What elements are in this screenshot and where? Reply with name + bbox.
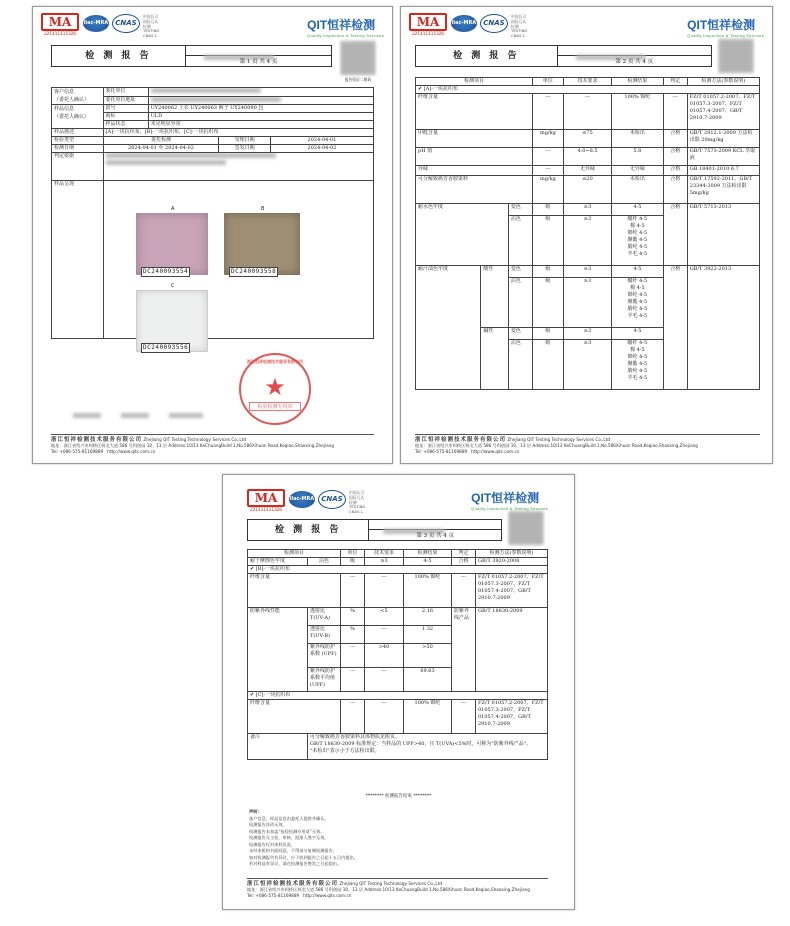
- cell-result: 未检出: [612, 176, 664, 204]
- cell-judge: ---: [452, 574, 476, 608]
- cnas-text: 中国认可 国际互认 检测 TESTING CNAS L: [511, 14, 528, 39]
- cell-judge: ---: [452, 700, 476, 734]
- cell-result: 5.8: [612, 148, 664, 166]
- sample-info-label: 样品信息 （委托人确认）: [52, 105, 104, 129]
- client-addr-value: [148, 96, 373, 105]
- qit-logo: QIT恒祥检测 Quality Inspection & Testing Services: [307, 18, 384, 38]
- table-row: 纤维含量: [416, 94, 533, 130]
- acid-label: 酸性: [481, 266, 509, 328]
- page-footer: 浙江恒祥检测技术服务有限公司 ZheJiang QIT Testing Technology Services Co.,Ltd 地址：浙江省绍兴市柯桥区柯北大道 586 号科创园 10、13 层 Address:10/13 KeChuangBuild 1,No.586Xihuan Road,Keqiao,Shaoxing,Zhejiang Tel: +086-575-81169889 http://www.qits.com.cn: [247, 878, 548, 899]
- table-row: pH 值: [416, 148, 533, 166]
- cell-result: 无异味: [612, 166, 664, 176]
- report-header: [247, 519, 502, 541]
- cell-method: GB 18401-2010 6.7: [687, 166, 759, 176]
- report-title: 检 测 报 告: [416, 46, 558, 66]
- col-header-unit: 单位: [341, 550, 365, 558]
- sample-state-value: 未见明显异常: [148, 121, 373, 129]
- water-fastness-label: 耐水色牢度: [416, 204, 509, 266]
- cell-unit: ---: [341, 574, 365, 608]
- cell-req: ---: [365, 574, 404, 608]
- cell-req: <5: [365, 608, 404, 626]
- col-header-judge: 判定: [663, 78, 687, 86]
- cell-unit: 级: [532, 266, 563, 278]
- cell-judge: 合格: [663, 166, 687, 176]
- judge-basis-value: [103, 153, 373, 181]
- cell-unit: 级: [532, 278, 563, 328]
- cell-judge: 合格: [663, 266, 687, 390]
- uv-sub-label: 透射比 T(UV-B): [308, 626, 341, 644]
- cell-unit: ---: [532, 148, 563, 166]
- cell-method: FZ/T 01057.2-2007、FZ/T 01057.3-2007、FZ/T 01057.4-2007、GB/T 2910.7-2009: [687, 94, 759, 130]
- col-header-result: 检测结果: [612, 78, 664, 86]
- cell-unit: mg/kg: [532, 176, 563, 204]
- cell-result: 4-5: [612, 328, 664, 340]
- cell-unit: 级: [532, 216, 563, 266]
- cell-unit: %: [341, 608, 365, 626]
- report-number-cell: [558, 46, 711, 56]
- report-page-3: [222, 474, 575, 910]
- report-end-line: ******** 检测报告结束 ********: [365, 794, 432, 799]
- client-addr-label: 委托单位地址: [103, 96, 148, 105]
- uv-performance-label: 防紫外线性能: [248, 608, 308, 692]
- cnas-logo: CNAS: [318, 490, 346, 509]
- cell-req: 4.0~8.5: [563, 148, 611, 166]
- sample-c-letter: C: [171, 283, 175, 289]
- table-row: 可分解致癌芳香胺染料: [416, 176, 533, 204]
- remark-label: 备注: [248, 734, 308, 760]
- cell-judge: 合格: [663, 148, 687, 166]
- qit-logo: QIT恒祥检测 Quality Inspection & Testing Services: [687, 18, 764, 38]
- client-info-label: 客户信息 （委托人确认）: [52, 88, 104, 105]
- sample-desc-value: [A]-一块抗织布，[B]-一块抗织布，[C]-一块抗织布: [103, 129, 373, 137]
- cell-unit: ---: [341, 668, 365, 692]
- brand-label: 商标: [103, 113, 148, 121]
- cell-method: GB/T 7573-2009 KCL 萃取液: [687, 148, 759, 166]
- cell-unit: ---: [532, 94, 563, 130]
- qit-logo: QIT恒祥检测 Quality Inspection & Testing Services: [471, 491, 548, 511]
- acid-change-label: 变色: [508, 266, 532, 278]
- page-footer: 浙江恒祥检测技术服务有限公司 ZheJiang QIT Testing Technology Services Co.,Ltd 地址：浙江省绍兴市柯桥区柯北大道 586 号科创园 10、13 层 Address:10/13 KeChuangBuild 1,No.586Xihuan Road,Keqiao,Shaoxing,Zhejiang Tel: +086-575-81169889 http://www.qits.com.cn: [51, 434, 374, 455]
- judge-basis-label: 判定依据: [52, 153, 104, 181]
- cell-req: ≥3: [563, 340, 611, 390]
- cell-unit: 级: [532, 328, 563, 340]
- verification-qr-code: [341, 41, 375, 75]
- cell-result: 100% 锦纶: [404, 700, 452, 734]
- table-row: 耐干摩擦色牢度: [248, 558, 308, 566]
- page-footer: 浙江恒祥检测技术服务有限公司 ZheJiang QIT Testing Technology Services Co.,Ltd 地址：浙江省绍兴市柯桥区柯北大道 586 号科创园 10、13 层 Address:10/13 KeChuangBuild 1,No.586Xihuan Road,Keqiao,Shaoxing,Zhejiang Tel: +086-575-81169889 http://www.qits.com.cn: [415, 434, 760, 455]
- cell-result: 100% 锦纶: [612, 94, 664, 130]
- water-change-label: 变色: [508, 204, 532, 216]
- cell-judge: 合格: [663, 204, 687, 266]
- sign-date-label: 签发日期: [219, 145, 271, 153]
- cell-req: ---: [563, 94, 611, 130]
- table-row: 纤维含量: [248, 574, 341, 608]
- cell-result: >50: [404, 644, 452, 668]
- sample-b-code: DC240093558: [231, 268, 277, 275]
- sample-a-photo: [136, 213, 208, 275]
- ilac-logo: ilac-MRA: [83, 15, 109, 32]
- report-header: [415, 45, 712, 67]
- cell-method: GB/T 3922-2013: [687, 266, 759, 390]
- report-page-2: [400, 6, 773, 464]
- cell-unit: 级: [341, 558, 365, 566]
- ilac-logo: ilac-MRA: [289, 491, 315, 508]
- cell-judge: 合格: [663, 176, 687, 204]
- accept-date-value: 2024-04-01: [270, 137, 373, 145]
- sample-c-code: DC240093556: [143, 344, 189, 351]
- cell-judge: ---: [663, 94, 687, 130]
- test-type-value: 委托检测: [103, 137, 219, 145]
- cell-req: ≥3: [365, 558, 404, 566]
- client-unit-label: 委托单位: [103, 88, 148, 97]
- water-stain-label: 沾色: [508, 216, 532, 266]
- cnas-text: 中国认可 国际互认 检测 TESTING CNAS L: [349, 490, 366, 515]
- cell-method: FZ/T 01057.2-2007、FZ/T 01057.3-2007、FZ/T 01057.4-2007、GB/T 2910.7-2009: [476, 700, 548, 734]
- table-row: 纤维含量: [248, 700, 341, 734]
- sweat-fastness-label: 耐汗渍色牢度: [416, 266, 481, 390]
- cell-req: 无异味: [563, 166, 611, 176]
- test-date-value: 2024-04-01 至 2024-04-02: [103, 145, 219, 153]
- brand-value: ULD: [148, 113, 373, 121]
- cell-result: 69.63: [404, 668, 452, 692]
- qr-caption: 报告验证二维码: [344, 77, 372, 82]
- cell-judge: 合格: [452, 558, 476, 566]
- sample-b-letter: B: [261, 206, 265, 212]
- cnas-logo: CNAS: [112, 14, 140, 33]
- sample-b-photo: [224, 213, 300, 275]
- cell-req: ---: [365, 700, 404, 734]
- cell-unit: %: [341, 626, 365, 644]
- cell-result: 4-5: [612, 204, 664, 216]
- acid-stain-label: 沾色: [508, 278, 532, 328]
- table-row: 异味: [416, 166, 533, 176]
- cell-method: GB/T 5713-2013: [687, 204, 759, 266]
- report-header: [51, 45, 332, 67]
- table-row: 甲醛含量: [416, 130, 533, 148]
- sample-desc-label: 样品描述: [52, 129, 104, 137]
- page2-results-table: [415, 77, 760, 390]
- section-c-title: ✔ [C]-一块抗织布: [248, 692, 548, 700]
- cell-sub: 沾色: [308, 558, 341, 566]
- cell-unit: ---: [341, 644, 365, 668]
- test-date-label: 检测日期: [52, 145, 104, 153]
- cell-method: GB/T 17592-2011、GB/T 23344-2009 方法检出限 5mg/kg: [687, 176, 759, 204]
- uv-sub-label: 紫外线防护系数平均值(UPF): [308, 668, 341, 692]
- sample-a-letter: A: [171, 206, 175, 212]
- cell-req: >40: [365, 644, 404, 668]
- page3-results-table: [247, 549, 548, 760]
- col-header-req: 技术要求: [365, 550, 404, 558]
- cell-req: ≥3: [563, 278, 611, 328]
- cell-method: GB/T 18830-2009: [476, 608, 548, 692]
- verification-qr-code: [719, 39, 753, 73]
- style-no-label: 款号: [103, 105, 148, 113]
- client-unit-value: [148, 88, 373, 97]
- col-header-method: 检测方法(参数说明): [687, 78, 759, 86]
- sample-photo-label: 样品呈现: [52, 181, 104, 339]
- alkali-stain-results: 醋纤 4-5 棉 4-5 锦纶 4-5 聚酯 4-5 腈纶 4-5 羊毛 4-5: [612, 340, 664, 390]
- cell-method: GB/T 3920-2008: [476, 558, 548, 566]
- water-stain-results: 醋纤 4-5 棉 4-5 锦纶 4-5 聚酯 4-5 腈纶 4-5 羊毛 4-5: [612, 216, 664, 266]
- report-number-cell: [369, 520, 501, 530]
- cell-req: ≤20: [563, 176, 611, 204]
- alkali-stain-label: 沾色: [508, 340, 532, 390]
- cell-result: 4-5: [612, 266, 664, 278]
- cell-result: 未检出: [612, 130, 664, 148]
- cell-req: ≤75: [563, 130, 611, 148]
- cell-result: 4-5: [404, 558, 452, 566]
- verification-qr-code: [509, 511, 543, 545]
- sign-date-value: 2024-04-02: [270, 145, 373, 153]
- cell-unit: mg/kg: [532, 130, 563, 148]
- cell-result: 1.32: [404, 626, 452, 644]
- cell-method: FZ/T 01057.2-2007、FZ/T 01057.3-2007、FZ/T 01057.4-2007、GB/T 2910.7-2009: [476, 574, 548, 608]
- cell-judge: 防紫外线产品: [452, 608, 476, 692]
- report-page-1: [32, 6, 393, 464]
- cell-unit: ---: [532, 166, 563, 176]
- col-header-item: 检测项目: [416, 78, 533, 86]
- section-a-title: ✔ [A]-一块抗织布: [416, 86, 760, 94]
- page-number: 第 2 页 共 4 页: [615, 59, 654, 65]
- report-title: 检 测 报 告: [248, 520, 369, 540]
- cnas-logo: CNAS: [480, 14, 508, 33]
- cell-req: ---: [365, 626, 404, 644]
- cell-judge: 合格: [663, 130, 687, 148]
- cell-unit: ---: [341, 700, 365, 734]
- cell-req: ≥3: [563, 328, 611, 340]
- cnas-text: 中国认可 国际互认 检测 TESTING CNAS L: [143, 14, 160, 39]
- report-title: 检 测 报 告: [52, 46, 186, 66]
- official-seal: 浙江恒祥检测技术服务有限公司 ★ 检验检测专用章: [239, 353, 311, 425]
- page-number: 第 3 页 共 4 页: [416, 533, 455, 539]
- ma-logo: MA 221111111326: [247, 489, 285, 515]
- cell-req: ≥3: [563, 266, 611, 278]
- remark-text: 可分解致癌芳香胺染料具体物质见附页。 GB/T 18830-2009 标准规定：当样品的 UPF>40，且 T(UVA)<5%时，可称为"防紫外线产品"。 "未检出"表示小于方法检出限。: [308, 734, 548, 760]
- sample-a-code: DC240093554: [143, 268, 189, 275]
- accept-date-label: 受理日期: [219, 137, 271, 145]
- cell-req: ≥3: [563, 204, 611, 216]
- style-no-value: UY240062 上衣 UY240063 裤子 UY240090 包: [148, 105, 373, 113]
- ma-logo: MA 221111111326: [409, 13, 447, 39]
- test-type-label: 检验类型: [52, 137, 104, 145]
- col-header-unit: 单位: [532, 78, 563, 86]
- alkali-change-label: 变色: [508, 328, 532, 340]
- cell-unit: 级: [532, 204, 563, 216]
- col-header-item: 检测项目: [248, 550, 341, 558]
- ilac-logo: ilac-MRA: [451, 15, 477, 32]
- statement-block: 声明： 客户信息、样品信息由委托人提供并确认。 检测报告涂改无效。 检测报告未加盖“检验检测专用章”无效。 检测报告无主检、审核、批准人签字无效。 检测报告仅对来样负责。 未经本机构书面同意，不得部分复制检测报告。 如对检测报告有异议，应于收到报告之日起十五日内提出。 若对样品有异议，请在检测报告签发之日起提出。: [249, 809, 358, 866]
- cell-req: ≥3: [563, 216, 611, 266]
- report-number-cell: [186, 46, 331, 56]
- acid-stain-results: 醋纤 4-5 棉 4-5 锦纶 4-5 聚酯 4-5 腈纶 4-5 羊毛 4-5: [612, 278, 664, 328]
- cell-req: ---: [365, 668, 404, 692]
- sample-state-label: 样品状态: [103, 121, 148, 129]
- uv-sub-label: 透射比 T(UV-A): [308, 608, 341, 626]
- ma-logo: MA 221111111326: [41, 13, 79, 39]
- alkali-label: 碱性: [481, 328, 509, 390]
- section-b-title: ✔ [B]-一块抗织布: [248, 566, 548, 574]
- col-header-method: 检测方法(参数说明): [476, 550, 548, 558]
- col-header-judge: 判定: [452, 550, 476, 558]
- cell-method: GB/T 2912.1-2009 方法检出限 20mg/kg: [687, 130, 759, 148]
- col-header-req: 技术要求: [563, 78, 611, 86]
- page-number: 第 1 页 共 4 页: [239, 59, 278, 65]
- cell-unit: 级: [532, 340, 563, 390]
- cell-result: 2.16: [404, 608, 452, 626]
- col-header-result: 检测结果: [404, 550, 452, 558]
- page1-info-table: [51, 87, 374, 339]
- blurred-signatures: [73, 405, 203, 424]
- cell-result: 100% 锦纶: [404, 574, 452, 608]
- uv-sub-label: 紫外线防护系数 (UPF): [308, 644, 341, 668]
